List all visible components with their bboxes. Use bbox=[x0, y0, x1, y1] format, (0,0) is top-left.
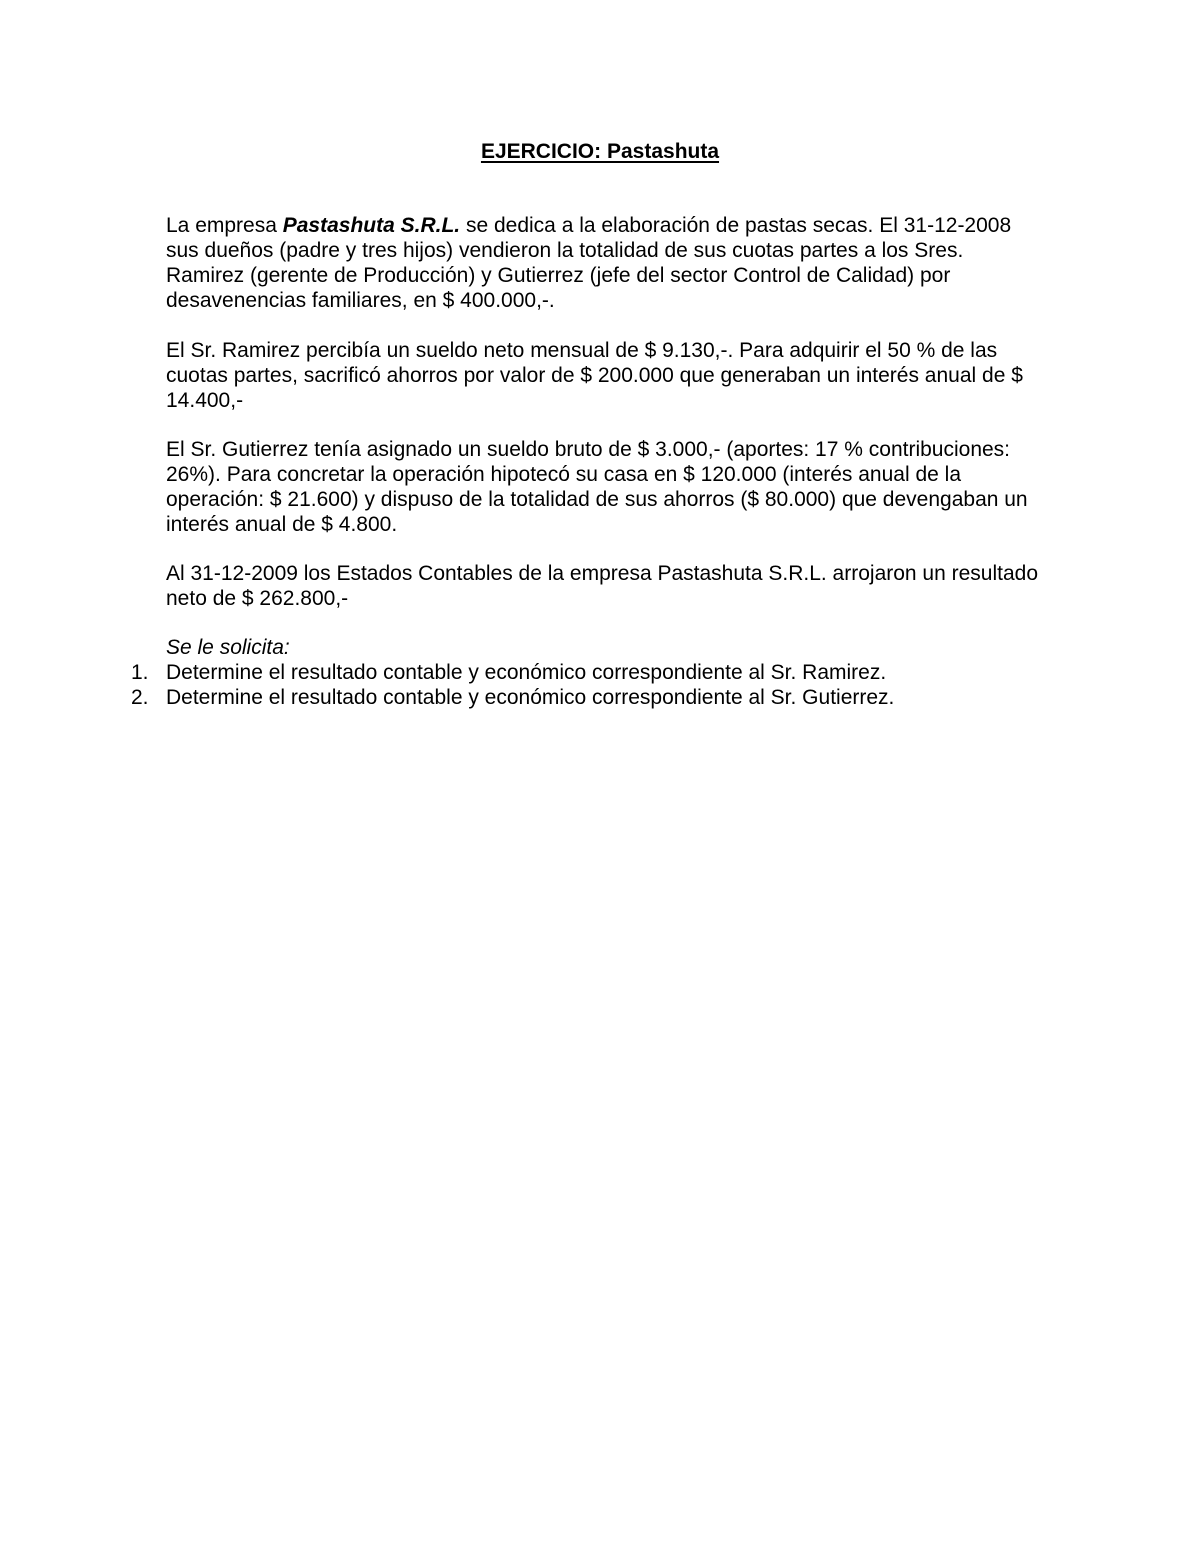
document-title: EJERCICIO: Pastashuta bbox=[480, 140, 720, 163]
paragraph-gutierrez: El Sr. Gutierrez tenía asignado un sueldo bruto de $ 3.000,- (aportes: 17 % contribuciones: 26%). Para concretar la operación hipotecó su casa en $ 120.000 (interés anual de la operación: $ 21.600) y dispuso de la totalidad de sus ahorros ($ 80.000) que devengaban un interés anual de $ 4.800. bbox=[166, 438, 1028, 536]
paragraph-ramirez: El Sr. Ramirez percibía un sueldo neto mensual de $ 9.130,-. Para adquirir el 50 % de las cuotas partes, sacrificó ahorros por valor de $ 200.000 que generaban un interés anual de $ 14.400,- bbox=[166, 339, 1023, 412]
task-number: 1. bbox=[131, 661, 149, 684]
task-text: Determine el resultado contable y económico correspondiente al Sr. Gutierrez. bbox=[166, 686, 895, 709]
list-item bbox=[0, 660, 1200, 685]
task-number: 2. bbox=[131, 686, 149, 709]
paragraph-company-sale bbox=[166, 213, 1046, 313]
task-list bbox=[0, 660, 1200, 710]
list-item bbox=[0, 685, 1200, 710]
paragraph-financial-result: Al 31-12-2009 los Estados Contables de la empresa Pastashuta S.R.L. arrojaron un resultado neto de $ 262.800,- bbox=[166, 562, 1039, 610]
paragraph-1-body: se dedica a la elaboración de pastas secas. El 31-12-2008 sus dueños (padre y tres hijos) vendieron la totalidad de sus cuotas partes a los Sres. Ramirez (gerente de Producción) y Gutierrez (jefe del sector Control de Calidad) por desavenencias familiares, en $ 400.000,-. bbox=[166, 214, 1012, 312]
request-heading: Se le solicita: bbox=[166, 636, 290, 659]
company-name: Pastashuta S.R.L. bbox=[282, 214, 461, 237]
paragraph-1-intro: La empresa bbox=[166, 214, 283, 237]
task-text: Determine el resultado contable y económico correspondiente al Sr. Ramirez. bbox=[166, 661, 887, 684]
